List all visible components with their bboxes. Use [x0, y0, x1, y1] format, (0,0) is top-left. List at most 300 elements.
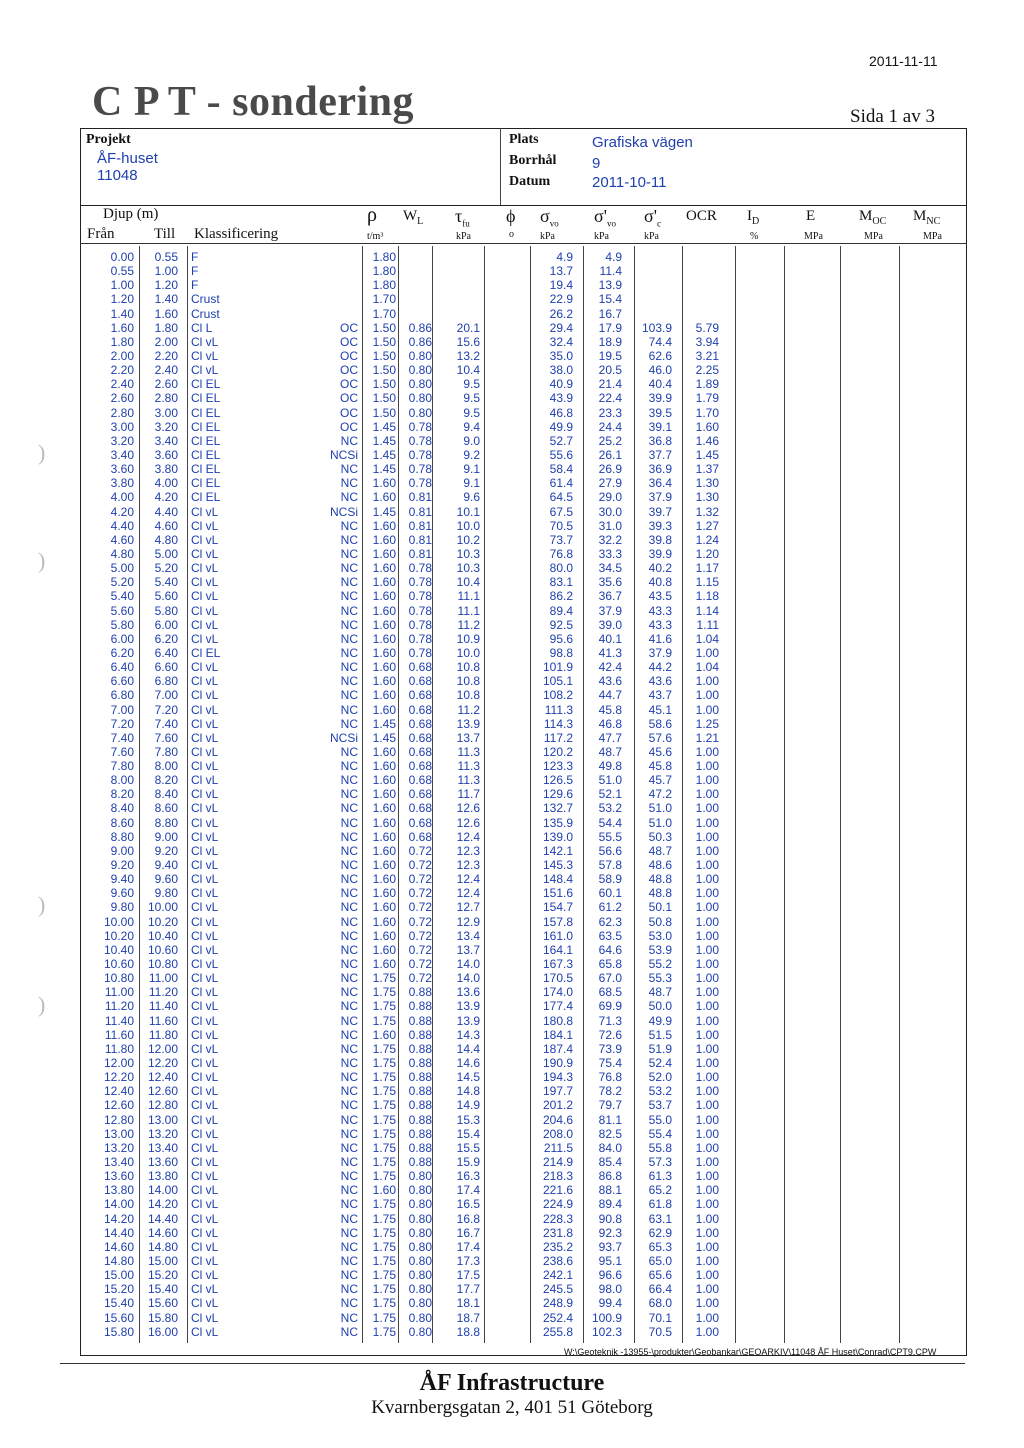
cell-fran: 1.20	[110, 292, 134, 307]
cell-sigma-vo: 245.5	[542, 1282, 573, 1297]
cell-sigma-prime-vo: 42.4	[598, 660, 622, 675]
cell-sigma-prime-vo: 34.5	[598, 561, 622, 576]
cell-sigma-vo: 148.4	[542, 872, 573, 887]
cell-tau: 12.7	[456, 900, 480, 915]
cell-sigma-prime-vo: 60.1	[598, 886, 622, 901]
cell-ocr: 1.79	[695, 391, 719, 406]
cell-status: NC	[340, 942, 358, 957]
cell-wl: 0.80	[408, 1225, 432, 1240]
cell-status: NC	[340, 1140, 358, 1155]
cell-ocr: 1.00	[695, 1013, 719, 1028]
cell-tau: 13.9	[456, 716, 480, 731]
table-row	[80, 1240, 967, 1254]
cell-rho: 1.60	[372, 603, 396, 618]
cell-fran: 13.60	[103, 1169, 134, 1184]
cell-sigma-vo: 86.2	[549, 589, 573, 604]
company-name: ÅF Infrastructure	[419, 1370, 605, 1396]
cell-fran: 9.80	[110, 900, 134, 915]
cell-sigma-prime-c: 55.0	[648, 1112, 672, 1127]
cell-fran: 3.80	[110, 476, 134, 491]
cell-status: NC	[340, 532, 358, 547]
cell-klassificering: Cl vL	[191, 957, 219, 972]
cell-wl: 0.68	[408, 716, 432, 731]
cell-sigma-vo: 224.9	[542, 1197, 573, 1212]
cell-till: 12.00	[147, 1041, 178, 1056]
cell-tau: 11.3	[457, 773, 480, 788]
cell-rho: 1.50	[372, 363, 396, 378]
print-date: 2011-11-11	[869, 53, 938, 69]
cell-till: 2.00	[154, 334, 178, 349]
cell-tau: 10.1	[456, 504, 480, 519]
cell-sigma-prime-vo: 13.9	[598, 278, 622, 293]
cell-sigma-prime-c: 50.3	[648, 829, 672, 844]
cell-wl: 0.81	[408, 504, 432, 519]
cell-klassificering: Cl vL	[191, 886, 219, 901]
cell-rho: 1.75	[372, 1239, 396, 1254]
cell-sigma-vo: 151.6	[542, 886, 573, 901]
table-row	[80, 872, 967, 886]
cell-wl: 0.80	[408, 391, 432, 406]
cell-ocr: 1.46	[695, 433, 719, 448]
cell-status: NC	[340, 914, 358, 929]
cell-sigma-vo: 255.8	[542, 1324, 573, 1339]
cell-till: 8.40	[154, 787, 178, 802]
cell-till: 15.00	[147, 1253, 178, 1268]
cell-till: 13.60	[147, 1155, 178, 1169]
cell-ocr: 1.00	[695, 702, 719, 717]
cell-tau: 13.2	[456, 348, 480, 363]
cell-klassificering: Cl vL	[191, 744, 219, 759]
cell-till: 11.00	[148, 971, 178, 986]
cell-till: 13.20	[147, 1126, 178, 1141]
cell-sigma-vo: 58.4	[549, 462, 573, 477]
cell-till: 5.20	[154, 561, 178, 576]
cell-fran: 13.00	[103, 1126, 134, 1141]
cell-sigma-vo: 43.9	[549, 391, 573, 406]
cell-klassificering: Cl vL	[191, 1098, 219, 1113]
cell-rho: 1.75	[372, 1126, 396, 1141]
cell-wl: 0.72	[408, 971, 432, 986]
cell-klassificering: Cl EL	[191, 490, 221, 505]
cell-rho: 1.60	[372, 773, 396, 788]
cell-tau: 15.5	[456, 1140, 480, 1155]
cell-sigma-prime-c: 51.0	[648, 801, 672, 816]
col-ocr: OCR	[686, 208, 717, 224]
cell-sigma-prime-c: 62.6	[648, 348, 672, 363]
cell-rho: 1.75	[372, 1084, 396, 1099]
cell-ocr: 1.00	[695, 942, 719, 957]
table-row	[80, 406, 967, 420]
cell-tau: 13.7	[456, 942, 480, 957]
cell-tau: 11.7	[457, 787, 480, 802]
cell-wl: 0.78	[408, 462, 432, 477]
cell-tau: 13.6	[456, 985, 480, 1000]
cell-rho: 1.75	[372, 1056, 396, 1071]
cell-tau: 11.3	[457, 744, 480, 759]
cell-tau: 17.5	[456, 1268, 480, 1283]
cell-rho: 1.75	[372, 1324, 396, 1339]
cell-wl: 0.80	[408, 405, 432, 420]
cell-fran: 7.00	[110, 702, 134, 717]
cell-tau: 11.2	[457, 702, 480, 717]
data-table-body	[80, 250, 967, 1339]
cell-ocr: 1.00	[695, 872, 719, 887]
cell-sigma-prime-c: 39.5	[648, 405, 672, 420]
cell-klassificering: Cl vL	[191, 589, 219, 604]
cell-wl: 0.78	[408, 603, 432, 618]
col-mnc-sub: NC	[926, 216, 941, 227]
cell-sigma-prime-c: 43.6	[648, 674, 672, 689]
table-row	[80, 886, 967, 900]
cell-klassificering: Cl vL	[191, 702, 219, 717]
cell-sigma-prime-c: 50.0	[648, 999, 672, 1014]
cell-ocr: 1.00	[695, 1183, 719, 1198]
cell-ocr: 1.00	[695, 1155, 719, 1169]
cell-klassificering: Cl EL	[191, 447, 221, 462]
cell-wl: 0.78	[408, 589, 432, 604]
table-row	[80, 915, 967, 929]
cell-sigma-prime-vo: 102.3	[591, 1324, 622, 1339]
cell-fran: 15.80	[103, 1324, 134, 1339]
cell-tau: 14.0	[456, 957, 480, 972]
cell-klassificering: Cl vL	[191, 603, 219, 618]
cell-sigma-vo: 49.9	[549, 419, 573, 434]
cell-tau: 9.5	[463, 405, 480, 420]
cell-status: NC	[340, 900, 358, 915]
cell-fran: 11.40	[104, 1013, 134, 1028]
cell-sigma-prime-vo: 32.2	[598, 532, 622, 547]
table-row	[80, 1325, 967, 1339]
table-row	[80, 476, 967, 490]
cell-till: 1.20	[154, 278, 178, 293]
cell-tau: 11.1	[457, 589, 480, 604]
cell-sigma-prime-c: 65.2	[648, 1183, 672, 1198]
cell-fran: 10.00	[103, 914, 134, 929]
table-row	[80, 490, 967, 504]
cell-status: NC	[340, 518, 358, 533]
cell-fran: 4.20	[110, 504, 134, 519]
cell-tau: 9.1	[463, 476, 480, 491]
cell-tau: 9.5	[463, 391, 480, 406]
cell-wl: 0.88	[408, 1027, 432, 1042]
cell-sigma-prime-c: 48.8	[648, 886, 672, 901]
project-label: Projekt	[86, 132, 131, 147]
cell-tau: 14.3	[456, 1027, 480, 1042]
cell-tau: 18.1	[456, 1296, 480, 1311]
col-mnc-symbol: M	[913, 208, 927, 224]
cell-status: NC	[340, 462, 358, 477]
cell-sigma-prime-c: 50.8	[648, 914, 672, 929]
cell-wl: 0.78	[408, 575, 432, 590]
cell-sigma-vo: 52.7	[549, 433, 573, 448]
cell-till: 12.40	[147, 1070, 178, 1085]
cell-ocr: 1.00	[695, 1027, 719, 1042]
cell-klassificering: Cl vL	[191, 787, 219, 802]
cell-klassificering: Cl vL	[191, 532, 219, 547]
cell-rho: 1.75	[372, 1225, 396, 1240]
cell-sigma-prime-vo: 33.3	[598, 546, 622, 561]
cell-sigma-vo: 111.3	[544, 702, 573, 717]
table-row	[80, 250, 967, 264]
cell-sigma-vo: 157.8	[542, 914, 573, 929]
col-sigma-prime-c-symbol: σ'	[644, 206, 657, 226]
cell-klassificering: Cl vL	[191, 801, 219, 816]
cell-ocr: 1.00	[695, 645, 719, 660]
cell-wl: 0.78	[408, 433, 432, 448]
cell-ocr: 5.79	[695, 320, 719, 335]
cell-tau: 17.4	[456, 1183, 480, 1198]
cell-wl: 0.68	[408, 829, 432, 844]
cell-rho: 1.80	[372, 278, 396, 293]
cell-sigma-prime-vo: 45.8	[598, 702, 622, 717]
cell-status: OC	[340, 320, 358, 335]
cell-tau: 17.7	[456, 1282, 480, 1297]
cell-sigma-vo: 204.6	[542, 1112, 573, 1127]
cell-fran: 9.20	[110, 858, 134, 873]
table-row	[80, 349, 967, 363]
col-id	[747, 208, 759, 227]
borrhal-value: 9	[592, 155, 601, 172]
col-sigma-vo	[540, 206, 559, 229]
cell-wl: 0.72	[408, 886, 432, 901]
cell-ocr: 1.27	[695, 518, 719, 533]
cell-rho: 1.75	[372, 1197, 396, 1212]
cell-till: 12.60	[147, 1084, 178, 1099]
binder-mark: )	[38, 548, 46, 573]
cell-fran: 10.60	[103, 957, 134, 972]
cell-sigma-vo: 67.5	[549, 504, 573, 519]
cell-klassificering: Cl vL	[191, 773, 219, 788]
cell-sigma-prime-vo: 61.2	[598, 900, 622, 915]
col-tau-sub: fu	[462, 218, 470, 229]
cell-rho: 1.60	[372, 759, 396, 774]
cell-sigma-vo: 242.1	[542, 1268, 573, 1283]
cell-status: NC	[340, 1056, 358, 1071]
cell-till: 15.80	[147, 1310, 178, 1325]
cell-sigma-prime-vo: 67.0	[598, 971, 622, 986]
table-row	[80, 448, 967, 462]
plats-value: Grafiska vägen	[592, 134, 693, 151]
cell-till: 13.40	[147, 1140, 178, 1155]
cell-fran: 6.20	[110, 645, 134, 660]
unit-id: %	[750, 231, 759, 242]
cell-wl: 0.88	[408, 1112, 432, 1127]
cell-rho: 1.50	[372, 405, 396, 420]
cell-sigma-prime-vo: 4.9	[605, 250, 622, 264]
cell-tau: 16.8	[456, 1211, 480, 1226]
cell-status: NC	[340, 773, 358, 788]
cell-rho: 1.60	[372, 858, 396, 873]
cell-fran: 9.40	[110, 872, 134, 887]
cell-sigma-vo: 76.8	[549, 546, 573, 561]
cell-status: NC	[340, 674, 358, 689]
cell-status: NC	[340, 1225, 358, 1240]
cell-fran: 5.80	[110, 617, 134, 632]
cell-till: 14.60	[147, 1225, 178, 1240]
cell-sigma-prime-c: 48.7	[648, 985, 672, 1000]
cell-klassificering: Cl vL	[191, 688, 219, 703]
cell-ocr: 1.00	[695, 759, 719, 774]
cell-rho: 1.75	[372, 1296, 396, 1311]
cell-klassificering: Cl vL	[191, 631, 219, 646]
cell-status: NC	[340, 617, 358, 632]
cell-sigma-prime-c: 43.7	[648, 688, 672, 703]
cell-till: 11.60	[148, 1013, 178, 1028]
cell-wl: 0.72	[408, 872, 432, 887]
col-e: E	[806, 208, 816, 224]
cell-tau: 10.2	[456, 532, 480, 547]
cell-rho: 1.60	[372, 490, 396, 505]
table-row	[80, 773, 967, 787]
cell-sigma-prime-vo: 98.0	[598, 1282, 622, 1297]
cell-rho: 1.60	[372, 787, 396, 802]
cell-sigma-vo: 4.9	[556, 250, 573, 264]
cell-sigma-vo: 252.4	[542, 1310, 573, 1325]
cell-fran: 8.40	[110, 801, 134, 816]
cell-sigma-prime-vo: 63.5	[598, 928, 622, 943]
cell-till: 6.40	[154, 645, 178, 660]
cell-sigma-vo: 177.4	[542, 999, 573, 1014]
cell-sigma-vo: 187.4	[542, 1041, 573, 1056]
unit-sigma-prime-c: kPa	[644, 231, 659, 242]
cell-tau: 10.0	[456, 518, 480, 533]
cell-klassificering: Cl vL	[191, 999, 219, 1014]
cell-tau: 11.3	[457, 759, 480, 774]
cell-tau: 12.6	[456, 801, 480, 816]
table-row	[80, 957, 967, 971]
cell-sigma-vo: 26.2	[549, 306, 573, 321]
cell-rho: 1.75	[372, 1169, 396, 1184]
cell-ocr: 1.21	[695, 730, 719, 745]
cell-wl: 0.88	[408, 1056, 432, 1071]
cell-sigma-vo: 13.7	[549, 264, 573, 279]
table-row	[80, 943, 967, 957]
unit-sigma-vo: kPa	[540, 231, 555, 242]
col-tau	[455, 206, 470, 229]
cell-till: 6.20	[154, 631, 178, 646]
cell-sigma-prime-vo: 19.5	[598, 348, 622, 363]
cell-fran: 14.80	[103, 1253, 134, 1268]
cell-rho: 1.60	[372, 801, 396, 816]
cell-tau: 10.8	[456, 660, 480, 675]
cell-sigma-prime-c: 41.6	[648, 631, 672, 646]
cell-tau: 14.4	[456, 1041, 480, 1056]
cell-klassificering: Cl vL	[191, 674, 219, 689]
cell-ocr: 1.00	[695, 928, 719, 943]
cell-status: NCSi	[329, 504, 358, 519]
cell-sigma-vo: 231.8	[542, 1225, 573, 1240]
cell-klassificering: Cl vL	[191, 1253, 219, 1268]
cell-till: 14.00	[147, 1183, 178, 1198]
cell-ocr: 1.11	[696, 617, 719, 632]
cell-tau: 11.1	[457, 603, 480, 618]
cell-klassificering: Cl EL	[191, 462, 221, 477]
cell-sigma-prime-c: 45.8	[648, 759, 672, 774]
cell-klassificering: Cl vL	[191, 971, 219, 986]
cell-wl: 0.78	[408, 447, 432, 462]
cell-sigma-prime-vo: 11.4	[599, 264, 622, 279]
table-row	[80, 801, 967, 815]
cell-status: NC	[340, 957, 358, 972]
table-row	[80, 674, 967, 688]
page-number: Sida 1 av 3	[850, 106, 935, 127]
col-tau-symbol: τ	[455, 206, 463, 226]
cell-sigma-prime-c: 43.3	[648, 603, 672, 618]
cell-sigma-prime-c: 39.3	[648, 518, 672, 533]
cell-sigma-prime-c: 47.2	[648, 787, 672, 802]
cell-klassificering: Cl vL	[191, 504, 219, 519]
cell-tau: 10.4	[456, 575, 480, 590]
table-row	[80, 604, 967, 618]
cell-rho: 1.60	[372, 914, 396, 929]
table-row	[80, 1268, 967, 1282]
cell-sigma-prime-vo: 26.9	[598, 462, 622, 477]
cell-klassificering: Cl vL	[191, 1324, 219, 1339]
cell-rho: 1.60	[372, 843, 396, 858]
cell-tau: 15.3	[456, 1112, 480, 1127]
table-row	[80, 759, 967, 773]
cell-sigma-prime-vo: 25.2	[598, 433, 622, 448]
col-sigma-prime-vo	[594, 206, 616, 229]
cell-till: 13.00	[147, 1112, 178, 1127]
cell-sigma-prime-vo: 53.2	[598, 801, 622, 816]
cell-fran: 3.20	[110, 433, 134, 448]
cell-wl: 0.68	[408, 730, 432, 745]
cell-till: 0.55	[154, 250, 178, 264]
cell-ocr: 1.00	[695, 688, 719, 703]
cell-rho: 1.60	[372, 546, 396, 561]
cell-sigma-prime-c: 57.3	[648, 1155, 672, 1169]
cell-till: 7.20	[154, 702, 178, 717]
cell-fran: 15.00	[103, 1268, 134, 1283]
col-sigma-vo-symbol: σ	[540, 206, 550, 226]
cell-wl: 0.81	[408, 546, 432, 561]
cell-sigma-vo: 174.0	[542, 985, 573, 1000]
cell-sigma-prime-vo: 99.4	[598, 1296, 622, 1311]
cell-status: NC	[340, 787, 358, 802]
table-row	[80, 830, 967, 844]
cell-sigma-prime-vo: 30.0	[598, 504, 622, 519]
cell-sigma-prime-c: 37.9	[648, 490, 672, 505]
cell-klassificering: Cl vL	[191, 829, 219, 844]
cell-tau: 20.1	[456, 320, 480, 335]
cell-klassificering: Cl EL	[191, 476, 221, 491]
cell-status: NC	[340, 1126, 358, 1141]
cell-till: 1.60	[154, 306, 178, 321]
col-djup: Djup (m)	[103, 206, 159, 222]
cell-wl: 0.80	[408, 1324, 432, 1339]
cell-fran: 11.60	[104, 1027, 134, 1042]
cell-ocr: 1.20	[695, 546, 719, 561]
cell-rho: 1.50	[372, 320, 396, 335]
cell-fran: 8.00	[110, 773, 134, 788]
table-row	[80, 787, 967, 801]
cell-tau: 11.2	[457, 617, 480, 632]
cell-status: NC	[340, 801, 358, 816]
cell-klassificering: Cl vL	[191, 815, 219, 830]
cell-till: 7.60	[154, 730, 178, 745]
cell-fran: 5.00	[110, 561, 134, 576]
cell-klassificering: Cl EL	[191, 405, 221, 420]
cell-sigma-vo: 98.8	[549, 645, 573, 660]
cell-rho: 1.75	[372, 1140, 396, 1155]
cell-fran: 14.00	[103, 1197, 134, 1212]
cell-sigma-vo: 145.3	[542, 858, 573, 873]
cell-sigma-prime-vo: 89.4	[598, 1197, 622, 1212]
cell-sigma-prime-c: 39.9	[648, 546, 672, 561]
cell-rho: 1.60	[372, 575, 396, 590]
cell-till: 10.60	[147, 942, 178, 957]
